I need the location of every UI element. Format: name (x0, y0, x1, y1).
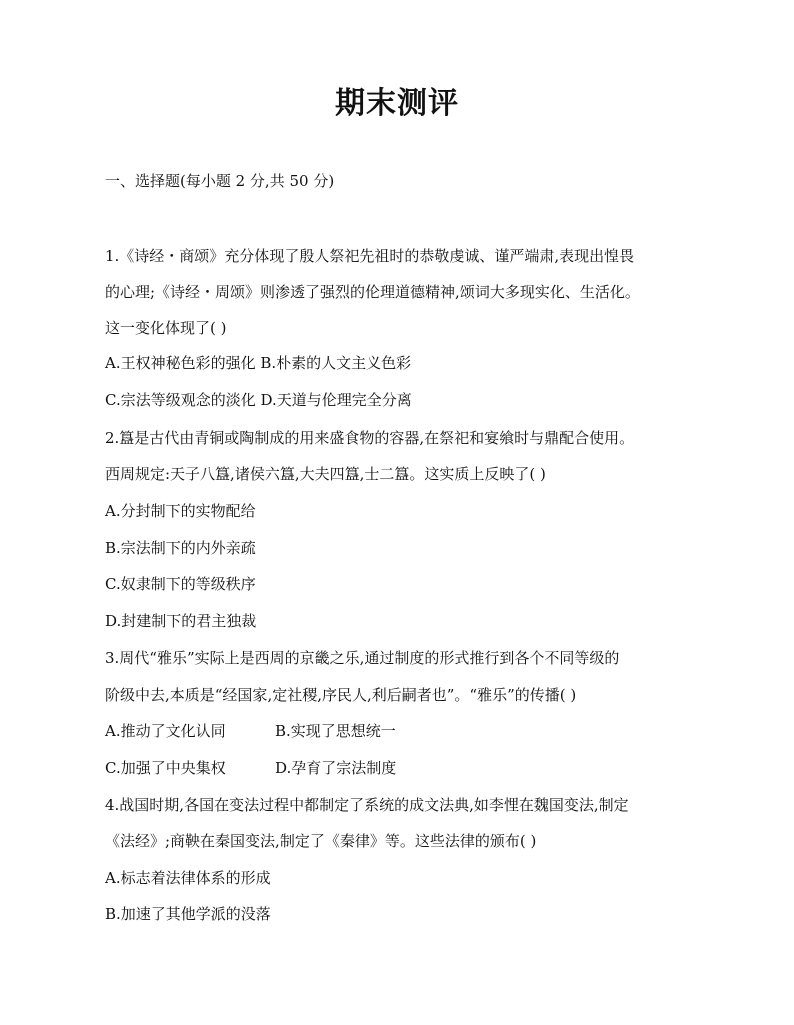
q3-option-c: C.加强了中央集权 (105, 759, 226, 777)
q2-option-a: A.分封制下的实物配给 (105, 502, 256, 520)
q4-option-b: B.加速了其他学派的没落 (105, 905, 271, 923)
q2-option-b: B.宗法制下的内外亲疏 (105, 539, 256, 557)
q2-option-d: D.封建制下的君主独裁 (105, 612, 257, 630)
q1-option-c-d: C.宗法等级观念的淡化 D.天道与伦理完全分离 (105, 391, 412, 409)
q1-stem-line1: 1.《诗经・商颂》充分体现了殷人祭祀先祖时的恭敬虔诚、谨严端肃,表现出惶畏 (105, 247, 635, 265)
page-title: 期末测评 (335, 86, 459, 121)
q2-stem-line2: 西周规定:天子八簋,诸侯六簋,大夫四簋,士二簋。这实质上反映了( ) (105, 465, 546, 483)
q2-stem-line1: 2.簋是古代由青铜或陶制成的用来盛食物的容器,在祭祀和宴飨时与鼎配合使用。 (105, 429, 635, 447)
q3-options-row2 (105, 757, 396, 779)
q1-stem-line3: 这一变化体现了( ) (105, 319, 227, 337)
q3-option-b: B.实现了思想统一 (275, 722, 396, 740)
q2-option-c: C.奴隶制下的等级秩序 (105, 575, 256, 593)
q4-option-a: A.标志着法律体系的形成 (105, 869, 271, 887)
q3-options-row1 (105, 720, 396, 742)
q3-option-a: A.推动了文化认同 (105, 722, 226, 740)
q4-stem-line1: 4.战国时期,各国在变法过程中都制定了系统的成文法典,如李悝在魏国变法,制定 (105, 796, 629, 814)
q3-stem-line2: 阶级中去,本质是“经国家,定社稷,序民人,利后嗣者也”。“雅乐”的传播( ) (105, 686, 577, 704)
q3-option-d: D.孕育了宗法制度 (275, 759, 397, 777)
q3-stem-line1: 3.周代“雅乐”实际上是西周的京畿之乐,通过制度的形式推行到各个不同等级的 (105, 649, 620, 667)
q4-stem-line2: 《法经》;商鞅在秦国变法,制定了《秦律》等。这些法律的颁布( ) (105, 832, 537, 850)
q1-option-a-b: A.王权神秘色彩的强化 B.朴素的人文主义色彩 (105, 354, 412, 372)
q1-stem-line2: 的心理;《诗经・周颂》则渗透了强烈的伦理道德精神,颂词大多现实化、生活化。 (105, 283, 640, 301)
section-heading: 一、选择题(每小题 2 分,共 50 分) (105, 172, 335, 190)
